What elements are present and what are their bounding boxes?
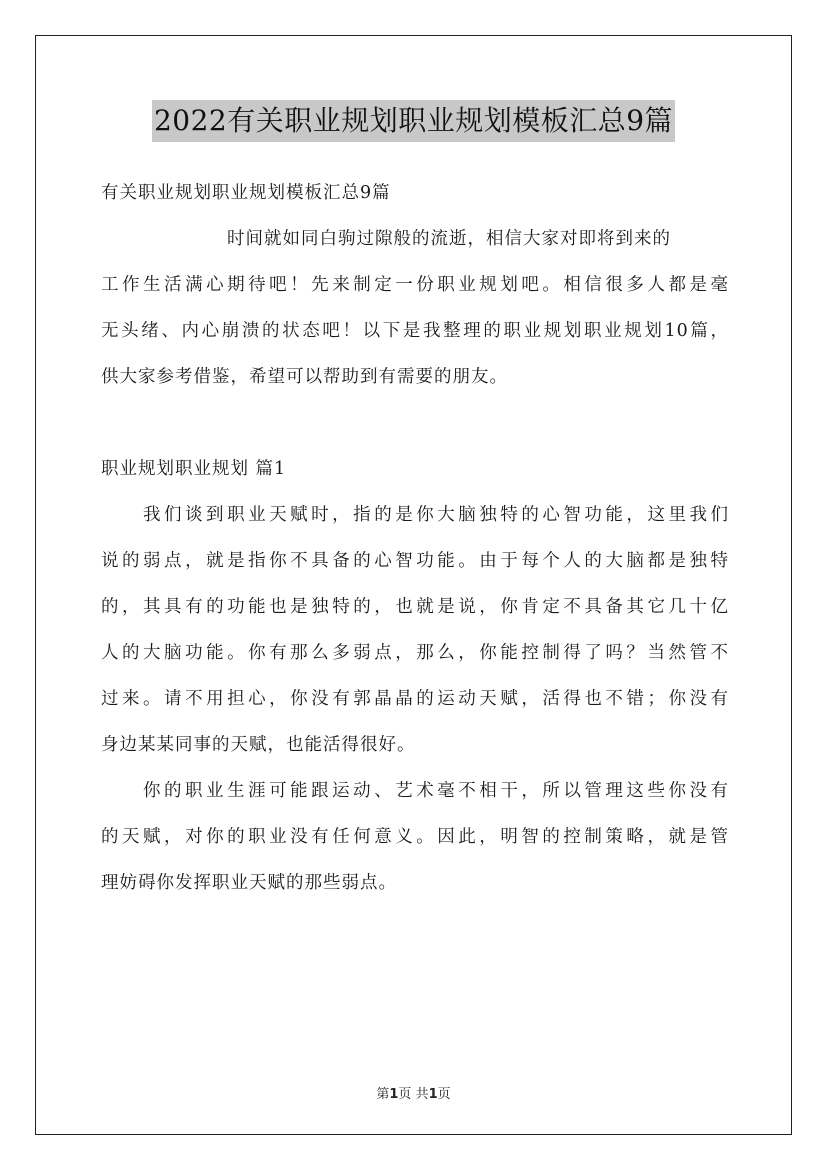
title-wrap [0, 100, 827, 142]
intro-line-2: 工作生活满心期待吧！先来制定一份职业规划吧。相信很多人都是毫 [101, 275, 729, 295]
p1-line-6: 身边某某同事的天赋，也能活得很好。 [101, 735, 416, 755]
p2-line-2: 的天赋，对你的职业没有任何意义。因此，明智的控制策略，就是管 [101, 827, 729, 847]
p2-line-1: 你的职业生涯可能跟运动、艺术毫不相干，所以管理这些你没有 [143, 781, 729, 801]
page-prefix: 第 [376, 1087, 390, 1102]
page-total: 1 [428, 1087, 438, 1102]
intro-line-4: 供大家参考借鉴，希望可以帮助到有需要的朋友。 [101, 367, 508, 387]
spacer [101, 400, 729, 446]
p2-line-3: 理妨碍你发挥职业天赋的那些弱点。 [101, 873, 397, 893]
page-suffix: 页 [437, 1087, 451, 1102]
section-heading: 职业规划职业规划 篇1 [101, 459, 287, 479]
page-footer [0, 1083, 827, 1102]
p1-line-2: 说的弱点，就是指你不具备的心智功能。由于每个人的大脑都是独特 [101, 551, 729, 571]
subtitle: 有关职业规划职业规划模板汇总9篇 [101, 183, 391, 203]
p1-line-4: 人的大脑功能。你有那么多弱点，那么，你能控制得了吗？当然管不 [101, 643, 729, 663]
intro-line-1: 时间就如同白驹过隙般的流逝，相信大家对即将到来的 [227, 229, 671, 249]
p1-line-5: 过来。请不用担心，你没有郭晶晶的运动天赋，活得也不错；你没有 [101, 689, 729, 709]
intro-line-3: 无头绪、内心崩溃的状态吧！以下是我整理的职业规划职业规划10篇， [101, 321, 729, 341]
p1-line-3: 的，其具有的功能也是独特的，也就是说，你肯定不具备其它几十亿 [101, 597, 729, 617]
document-body [101, 170, 729, 906]
document-title: 2022有关职业规划职业规划模板汇总9篇 [152, 100, 675, 142]
page-number: 1 [389, 1087, 399, 1102]
page-mid: 页 共 [398, 1087, 429, 1102]
p1-line-1: 我们谈到职业天赋时，指的是你大脑独特的心智功能，这里我们 [143, 505, 729, 525]
